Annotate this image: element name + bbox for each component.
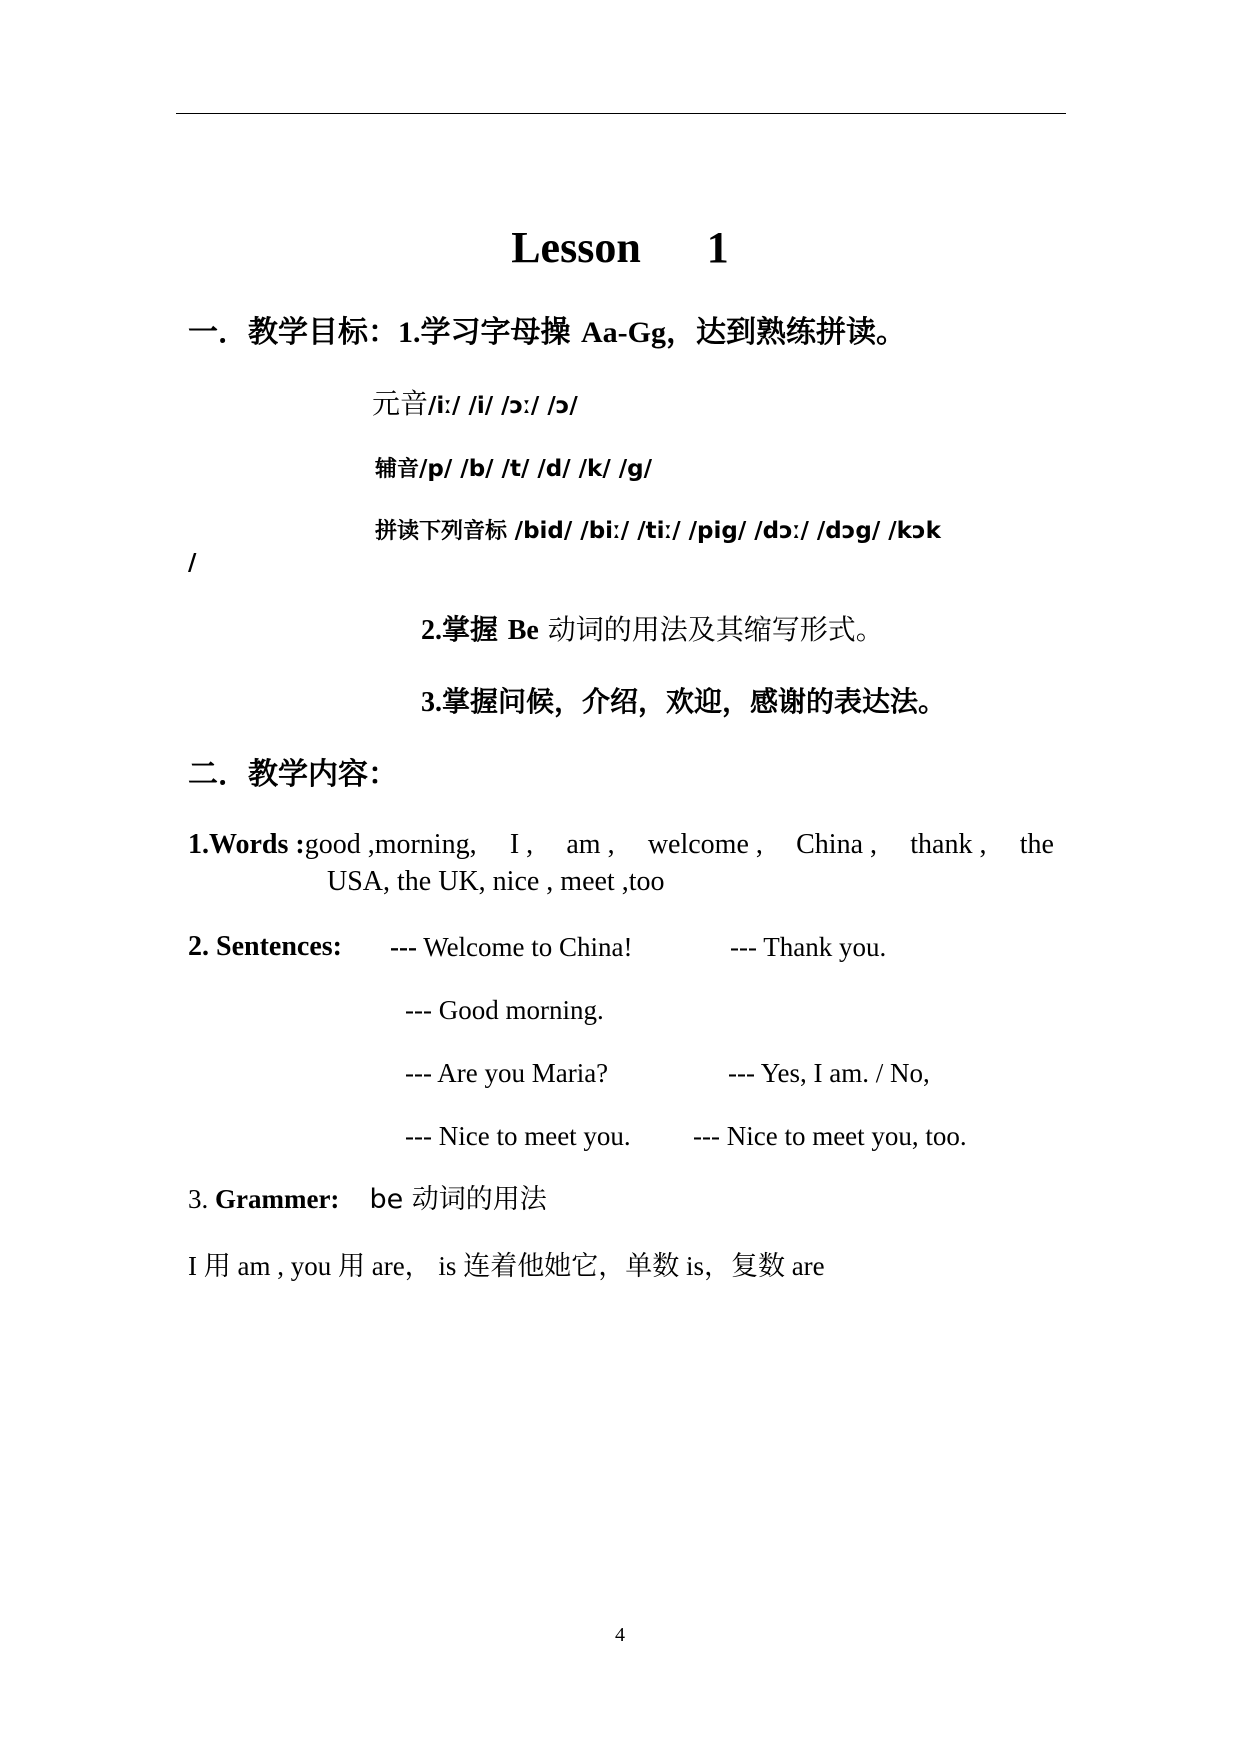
vowels-symbols: /iː/ /i/ /ɔː/ /ɔ/ bbox=[428, 393, 578, 419]
sentence-dash: --- bbox=[405, 1058, 432, 1088]
consonants-label: 辅音 bbox=[375, 457, 420, 482]
goal1-text-a: 学习字母操 bbox=[420, 315, 581, 350]
word-item: the bbox=[1019, 829, 1054, 860]
sentence-q-1 bbox=[390, 929, 633, 965]
goal2-line bbox=[421, 612, 884, 649]
vowels-line bbox=[372, 387, 578, 425]
goal3-line bbox=[421, 684, 946, 721]
goal2-text-b: Be bbox=[507, 615, 539, 646]
be-rule-line: I 用 am , you 用 are， is 连着他她它，单数 is，复数 are bbox=[188, 1251, 825, 1281]
goal1-text-b: Aa-Gg bbox=[580, 316, 666, 349]
reading-symbols: /bid/ /biː/ /tiː/ /pig/ /dɔː/ /dɔg/ /kɔk bbox=[514, 518, 941, 544]
words-line-2: USA, the UK, nice , meet ,too bbox=[327, 866, 665, 897]
goal2-text-a: 掌握 bbox=[442, 613, 508, 646]
sentence-text: Welcome to China! bbox=[416, 932, 633, 962]
word-item: welcome , bbox=[647, 829, 763, 860]
grammar-number: 3. bbox=[188, 1184, 215, 1214]
reading-wrap: / bbox=[188, 550, 197, 576]
reading-label: 拼读下列音标 bbox=[375, 519, 515, 544]
word-item: thank , bbox=[910, 829, 987, 860]
word-item: am , bbox=[566, 829, 615, 860]
section1-heading: 一．教学目标： bbox=[188, 315, 398, 350]
section2-heading: 二．教学内容： bbox=[188, 757, 398, 792]
word-item: good ,morning, bbox=[304, 829, 477, 860]
goal3-text: 掌握问候，介绍，欢迎，感谢的表达法。 bbox=[442, 685, 947, 718]
sentence-q-2 bbox=[405, 992, 604, 1028]
sentences-label: 2. Sentences: bbox=[188, 931, 342, 962]
goal3-number: 3. bbox=[421, 687, 442, 718]
word-item: China , bbox=[796, 829, 878, 860]
vowels-label: 元音 bbox=[372, 387, 429, 420]
goal1-number: 1. bbox=[398, 316, 421, 349]
sentence-q-3 bbox=[405, 1055, 608, 1091]
sentence-text: Are you Maria? bbox=[431, 1058, 609, 1088]
lesson-title-number: 1 bbox=[706, 223, 729, 272]
goal2-number: 2. bbox=[421, 615, 442, 646]
sentence-a-4: --- Nice to meet you, too. bbox=[693, 1121, 967, 1151]
word-item: I , bbox=[509, 829, 534, 860]
grammar-text: be 动词的用法 bbox=[369, 1184, 547, 1215]
sentence-text: Good morning. bbox=[431, 995, 604, 1025]
section1-heading-line bbox=[188, 313, 906, 353]
grammar-label: Grammer: bbox=[215, 1184, 340, 1214]
sentence-a-1: --- Thank you. bbox=[730, 932, 887, 962]
words-label: 1.Words : bbox=[188, 829, 305, 860]
lesson-title-word: Lesson bbox=[511, 223, 641, 272]
consonants-line bbox=[375, 452, 652, 487]
header-rule bbox=[176, 113, 1066, 114]
goal2-text-c: 动词的用法及其缩写形式。 bbox=[538, 613, 884, 646]
page-number: 4 bbox=[615, 1624, 625, 1646]
consonants-symbols: /p/ /b/ /t/ /d/ /k/ /g/ bbox=[419, 456, 653, 482]
sentence-dash: --- bbox=[405, 1121, 432, 1151]
sentence-dash: --- bbox=[405, 995, 432, 1025]
sentence-text: Nice to meet you. bbox=[431, 1121, 631, 1151]
goal1-text-c: ，达到熟练拼读。 bbox=[665, 315, 906, 350]
grammar-line bbox=[188, 1181, 547, 1218]
sentence-a-3: --- Yes, I am. / No, bbox=[728, 1058, 930, 1088]
lesson-title bbox=[0, 222, 1240, 274]
sentence-q-4 bbox=[405, 1118, 631, 1154]
words-block bbox=[188, 826, 1054, 900]
reading-line bbox=[375, 514, 941, 549]
words-line-1 bbox=[188, 826, 1054, 863]
sentence-dash: --- bbox=[390, 932, 417, 962]
